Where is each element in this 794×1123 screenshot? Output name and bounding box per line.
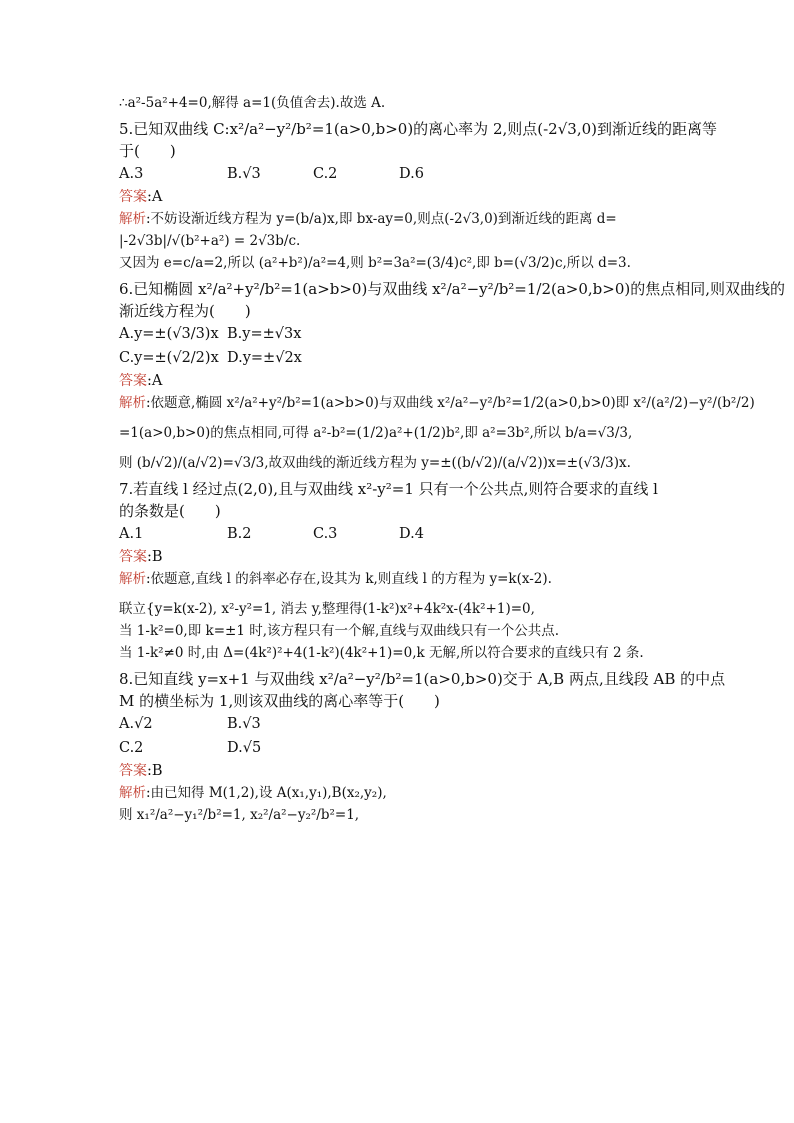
solution-line [119,208,679,230]
solution-line [119,392,755,414]
solution-label: 解析 [119,395,146,411]
question-7-options [119,522,679,546]
question-6-options-row2 [119,346,679,370]
question-5-text-cont: 于( ) [119,142,176,160]
answer-label: 答案 [119,189,147,205]
answer-value: :B [147,549,163,565]
option-d: D.4 [399,526,424,542]
solution-line: 当 1-k²≠0 时,由 Δ=(4k²)²+4(1-k²)(4k²+1)=0,k 无解,所以符合要求的直线只有 2 条. [119,645,644,661]
option-c: C.2 [313,166,338,182]
question-8-options-row1 [119,712,679,736]
question-6-options-row1 [119,322,679,346]
document-page [119,92,786,826]
solution-text: :依题意,直线 l 的斜率必存在,设其为 k,则直线 l 的方程为 y=k(x-2). [146,571,552,587]
solution-line: 则 x₁²/a²−y₁²/b²=1, x₂²/a²−y₂²/b²=1, [119,807,360,823]
solution-line [119,568,679,590]
answer-label: 答案 [119,549,147,565]
question-6-text: 6.已知椭圆 x²/a²+y²/b²=1(a>b>0)与双曲线 x²/a²−y²/b²=1/2(a>0,b>0)的焦点相同,则双曲线的 [119,280,786,298]
answer-line [119,370,679,392]
question-6-text-cont: 渐近线方程为( ) [119,302,251,320]
answer-line [119,186,679,208]
text-line: ∴a²-5a²+4=0,解得 a=1(负值舍去).故选 A. [119,95,386,111]
option-a: A.y=±(√3/3)x [119,326,219,342]
question-5-text: 5.已知双曲线 C:x²/a²−y²/b²=1(a>0,b>0)的离心率为 2,则点(-2√3,0)到渐近线的距离等 [119,120,717,138]
solution-text: :依题意,椭圆 x²/a²+y²/b²=1(a>b>0)与双曲线 x²/a²−y²/b²=1/2(a>0,b>0)即 x²/(a²/2)−y²/(b²/2) [146,395,755,411]
option-b: B.2 [227,526,252,542]
solution-line [119,782,679,804]
option-d: D.y=±√2x [227,350,302,366]
option-d: D.√5 [227,740,262,756]
option-b: B.y=±√3x [227,326,302,342]
option-d: D.6 [399,166,424,182]
solution-label: 解析 [119,571,146,587]
solution-line: =1(a>0,b>0)的焦点相同,可得 a²-b²=(1/2)a²+(1/2)b²,即 a²=3b²,所以 b/a=√3/3, [119,425,633,441]
question-8-text-cont: M 的横坐标为 1,则该双曲线的离心率等于( ) [119,692,440,710]
answer-value: :A [147,373,163,389]
solution-label: 解析 [119,785,146,801]
solution-text: :由已知得 M(1,2),设 A(x₁,y₁),B(x₂,y₂), [146,785,387,801]
question-8-text: 8.已知直线 y=x+1 与双曲线 x²/a²−y²/b²=1(a>0,b>0)交于 A,B 两点,且线段 AB 的中点 [119,670,726,688]
solution-text: :不妨设渐近线方程为 y=(b/a)x,即 bx-ay=0,则点(-2√3,0)到渐近线的距离 d= [146,211,617,227]
option-c: C.3 [313,526,338,542]
answer-label: 答案 [119,373,147,389]
solution-line: 联立{y=k(x-2), x²-y²=1, 消去 y,整理得(1-k²)x²+4k²x-(4k²+1)=0, [119,601,535,617]
option-b: B.√3 [227,716,261,732]
solution-line: 当 1-k²=0,即 k=±1 时,该方程只有一个解,直线与双曲线只有一个公共点. [119,623,560,639]
solution-line: |-2√3b|/√(b²+a²) = 2√3b/c. [119,233,301,249]
answer-value: :A [147,189,163,205]
option-c: C.y=±(√2/2)x [119,350,219,366]
answer-label: 答案 [119,763,147,779]
question-7-text-cont: 的条数是( ) [119,502,221,520]
solution-label: 解析 [119,211,146,227]
question-8-options-row2 [119,736,679,760]
question-5-options [119,162,679,186]
option-a: A.1 [119,526,144,542]
solution-line: 则 (b/√2)/(a/√2)=√3/3,故双曲线的渐近线方程为 y=±((b/√2)/(a/√2))x=±(√3/3)x. [119,455,631,471]
question-7-text: 7.若直线 l 经过点(2,0),且与双曲线 x²-y²=1 只有一个公共点,则符合要求的直线 l [119,480,658,498]
solution-line: 又因为 e=c/a=2,所以 (a²+b²)/a²=4,则 b²=3a²=(3/4)c²,即 b=(√3/2)c,所以 d=3. [119,255,631,271]
option-c: C.2 [119,740,144,756]
answer-line [119,760,679,782]
option-a: A.√2 [119,716,153,732]
answer-line [119,546,679,568]
option-a: A.3 [119,166,144,182]
answer-value: :B [147,763,163,779]
option-b: B.√3 [227,166,261,182]
